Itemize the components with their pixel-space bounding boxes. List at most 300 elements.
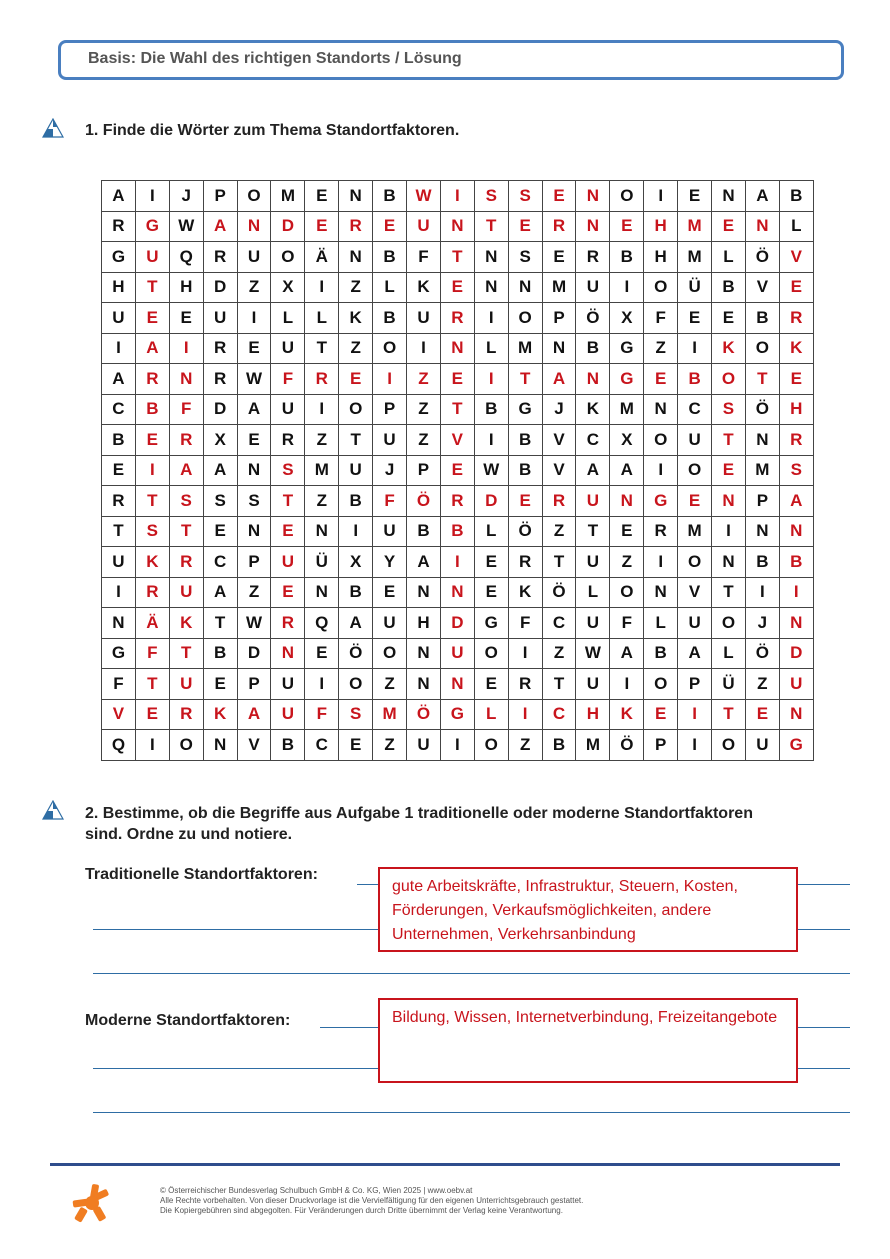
grid-cell: I	[712, 516, 746, 547]
grid-cell: N	[339, 242, 373, 273]
grid-cell: N	[440, 333, 474, 364]
grid-cell: O	[271, 242, 305, 273]
grid-cell: T	[135, 486, 169, 517]
grid-cell: B	[644, 638, 678, 669]
grid-cell: K	[508, 577, 542, 608]
grid-cell: W	[237, 364, 271, 395]
modern-label: Moderne Standortfaktoren:	[85, 1012, 291, 1029]
grid-cell: Z	[373, 669, 407, 700]
grid-cell: R	[102, 211, 136, 242]
grid-cell: Ö	[745, 394, 779, 425]
grid-cell: U	[102, 547, 136, 578]
grid-cell: N	[237, 455, 271, 486]
grid-cell: T	[440, 242, 474, 273]
grid-cell: G	[102, 638, 136, 669]
grid-cell: I	[373, 364, 407, 395]
grid-cell: A	[135, 333, 169, 364]
task2-title-line1: 2. Bestimme, ob die Begriffe aus Aufgabe 1 traditionelle oder moderne Standortfaktoren	[85, 805, 753, 822]
grid-cell: E	[779, 364, 813, 395]
grid-cell: Z	[407, 394, 441, 425]
grid-cell: X	[610, 425, 644, 456]
grid-cell: S	[474, 181, 508, 212]
grid-cell: F	[305, 699, 339, 730]
grid-cell: E	[169, 303, 203, 334]
grid-cell: K	[339, 303, 373, 334]
grid-cell: O	[712, 608, 746, 639]
grid-cell: R	[508, 669, 542, 700]
grid-cell: Y	[373, 547, 407, 578]
grid-cell: T	[135, 669, 169, 700]
grid-cell: I	[610, 272, 644, 303]
grid-cell: T	[542, 547, 576, 578]
grid-cell: E	[474, 577, 508, 608]
grid-cell: N	[339, 181, 373, 212]
grid-cell: A	[203, 211, 237, 242]
grid-cell: E	[102, 455, 136, 486]
grid-cell: E	[542, 181, 576, 212]
page-title: Basis: Die Wahl des richtigen Standorts / Lösung	[58, 40, 844, 80]
grid-cell: A	[678, 638, 712, 669]
grid-cell: J	[169, 181, 203, 212]
grid-cell: N	[576, 211, 610, 242]
grid-cell: O	[610, 577, 644, 608]
grid-cell: K	[169, 608, 203, 639]
grid-cell: U	[745, 730, 779, 761]
grid-cell: A	[407, 547, 441, 578]
grid-cell: S	[779, 455, 813, 486]
grid-cell: N	[779, 699, 813, 730]
writing-line	[93, 973, 850, 974]
grid-cell: U	[339, 455, 373, 486]
grid-cell: T	[712, 425, 746, 456]
grid-cell: N	[203, 730, 237, 761]
grid-cell: F	[169, 394, 203, 425]
grid-cell: U	[440, 638, 474, 669]
grid-cell: E	[745, 699, 779, 730]
grid-cell: I	[644, 547, 678, 578]
grid-cell: L	[305, 303, 339, 334]
grid-cell: V	[542, 455, 576, 486]
grid-cell: I	[305, 394, 339, 425]
grid-cell: N	[712, 181, 746, 212]
grid-cell: U	[271, 333, 305, 364]
grid-cell: T	[474, 211, 508, 242]
grid-row	[102, 638, 814, 669]
grid-cell: S	[508, 242, 542, 273]
grid-cell: I	[135, 730, 169, 761]
grid-cell: T	[169, 516, 203, 547]
grid-cell: E	[440, 455, 474, 486]
grid-cell: B	[407, 516, 441, 547]
grid-cell: J	[373, 455, 407, 486]
grid-cell: N	[745, 516, 779, 547]
grid-cell: V	[745, 272, 779, 303]
grid-cell: B	[373, 181, 407, 212]
footer-divider	[50, 1163, 840, 1166]
grid-cell: R	[169, 547, 203, 578]
grid-cell: N	[745, 211, 779, 242]
grid-row	[102, 608, 814, 639]
grid-cell: N	[305, 516, 339, 547]
grid-cell: L	[474, 699, 508, 730]
grid-cell: V	[102, 699, 136, 730]
grid-cell: L	[474, 516, 508, 547]
grid-cell: Z	[542, 516, 576, 547]
grid-cell: F	[102, 669, 136, 700]
grid-cell: R	[508, 547, 542, 578]
grid-cell: P	[373, 394, 407, 425]
grid-cell: I	[440, 547, 474, 578]
grid-cell: G	[440, 699, 474, 730]
grid-cell: E	[271, 516, 305, 547]
task1-title: 1. Finde die Wörter zum Thema Standortfaktoren.	[85, 122, 460, 139]
grid-cell: D	[271, 211, 305, 242]
grid-cell: H	[576, 699, 610, 730]
grid-cell: E	[712, 303, 746, 334]
grid-cell: E	[305, 638, 339, 669]
grid-cell: P	[678, 669, 712, 700]
grid-cell: B	[779, 181, 813, 212]
grid-cell: I	[508, 699, 542, 730]
grid-cell: B	[135, 394, 169, 425]
grid-cell: D	[474, 486, 508, 517]
publisher-logo-icon	[72, 1183, 112, 1223]
grid-cell: Ä	[305, 242, 339, 273]
grid-cell: S	[169, 486, 203, 517]
grid-cell: L	[779, 211, 813, 242]
grid-cell: Z	[339, 333, 373, 364]
grid-cell: E	[373, 211, 407, 242]
grid-cell: N	[407, 577, 441, 608]
grid-cell: G	[135, 211, 169, 242]
grid-cell: Z	[237, 272, 271, 303]
grid-cell: L	[474, 333, 508, 364]
grid-cell: U	[135, 242, 169, 273]
grid-cell: U	[373, 425, 407, 456]
grid-cell: N	[576, 181, 610, 212]
grid-cell: O	[339, 669, 373, 700]
grid-cell: R	[203, 333, 237, 364]
grid-cell: Z	[745, 669, 779, 700]
grid-cell: I	[678, 333, 712, 364]
grid-cell: H	[102, 272, 136, 303]
grid-cell: M	[542, 272, 576, 303]
footer-line-3: Die Kopiergebühren sind abgegolten. Für Veränderungen durch Dritte übernimmt der Verlag keine Verantwortung.	[160, 1206, 563, 1215]
grid-cell: Ö	[407, 486, 441, 517]
grid-cell: Ä	[135, 608, 169, 639]
grid-cell: B	[474, 394, 508, 425]
grid-cell: S	[712, 394, 746, 425]
grid-cell: Z	[305, 425, 339, 456]
grid-cell: R	[576, 242, 610, 273]
grid-cell: U	[237, 242, 271, 273]
grid-cell: O	[237, 181, 271, 212]
grid-cell: I	[678, 699, 712, 730]
grid-cell: N	[440, 577, 474, 608]
grid-cell: O	[373, 638, 407, 669]
grid-cell: B	[576, 333, 610, 364]
word-search-grid	[101, 180, 814, 761]
grid-row	[102, 333, 814, 364]
grid-cell: N	[644, 577, 678, 608]
grid-cell: D	[203, 272, 237, 303]
grid-cell: Ö	[542, 577, 576, 608]
grid-cell: E	[474, 669, 508, 700]
grid-cell: B	[373, 242, 407, 273]
grid-row	[102, 516, 814, 547]
grid-cell: U	[576, 608, 610, 639]
grid-cell: M	[508, 333, 542, 364]
grid-cell: F	[373, 486, 407, 517]
grid-cell: I	[102, 333, 136, 364]
grid-cell: A	[779, 486, 813, 517]
grid-cell: I	[644, 455, 678, 486]
grid-cell: T	[745, 364, 779, 395]
footer-line-1: © Österreichischer Bundesverlag Schulbuch GmbH & Co. KG, Wien 2025 | www.oebv.at	[160, 1186, 473, 1195]
grid-cell: A	[237, 394, 271, 425]
grid-cell: C	[305, 730, 339, 761]
grid-cell: I	[237, 303, 271, 334]
grid-cell: O	[712, 730, 746, 761]
grid-cell: G	[779, 730, 813, 761]
grid-cell: T	[305, 333, 339, 364]
grid-cell: K	[610, 699, 644, 730]
grid-cell: W	[474, 455, 508, 486]
grid-cell: G	[474, 608, 508, 639]
grid-cell: P	[745, 486, 779, 517]
grid-cell: M	[373, 699, 407, 730]
grid-cell: O	[610, 181, 644, 212]
grid-row	[102, 547, 814, 578]
grid-cell: Ü	[678, 272, 712, 303]
grid-cell: B	[712, 272, 746, 303]
grid-cell: T	[576, 516, 610, 547]
grid-cell: R	[542, 211, 576, 242]
grid-cell: R	[203, 242, 237, 273]
grid-cell: E	[237, 425, 271, 456]
grid-cell: E	[339, 364, 373, 395]
grid-cell: B	[678, 364, 712, 395]
writing-line	[93, 1112, 850, 1113]
level-triangle-icon	[42, 800, 64, 820]
grid-row	[102, 669, 814, 700]
grid-cell: Z	[373, 730, 407, 761]
grid-cell: C	[542, 608, 576, 639]
grid-cell: E	[474, 547, 508, 578]
grid-cell: N	[305, 577, 339, 608]
grid-cell: K	[407, 272, 441, 303]
grid-cell: I	[610, 669, 644, 700]
grid-row	[102, 181, 814, 212]
grid-cell: Q	[102, 730, 136, 761]
grid-cell: M	[610, 394, 644, 425]
grid-cell: R	[169, 425, 203, 456]
grid-cell: E	[203, 669, 237, 700]
grid-cell: E	[644, 699, 678, 730]
grid-cell: S	[339, 699, 373, 730]
grid-cell: A	[203, 577, 237, 608]
grid-cell: E	[203, 516, 237, 547]
grid-cell: N	[169, 364, 203, 395]
grid-cell: I	[474, 364, 508, 395]
grid-cell: N	[745, 425, 779, 456]
grid-cell: I	[305, 669, 339, 700]
grid-cell: I	[407, 333, 441, 364]
grid-cell: N	[542, 333, 576, 364]
grid-cell: Z	[339, 272, 373, 303]
grid-cell: O	[712, 364, 746, 395]
grid-cell: E	[644, 364, 678, 395]
grid-cell: W	[237, 608, 271, 639]
grid-cell: I	[644, 181, 678, 212]
grid-cell: E	[678, 181, 712, 212]
grid-cell: O	[678, 547, 712, 578]
grid-cell: B	[339, 486, 373, 517]
grid-cell: W	[407, 181, 441, 212]
grid-cell: U	[678, 425, 712, 456]
grid-cell: I	[169, 333, 203, 364]
grid-cell: N	[644, 394, 678, 425]
grid-cell: M	[678, 242, 712, 273]
grid-cell: B	[271, 730, 305, 761]
grid-cell: N	[407, 669, 441, 700]
grid-row	[102, 211, 814, 242]
grid-cell: E	[135, 699, 169, 730]
level-triangle-icon	[42, 118, 64, 138]
grid-cell: F	[407, 242, 441, 273]
grid-cell: E	[678, 486, 712, 517]
grid-cell: N	[102, 608, 136, 639]
grid-cell: Ö	[576, 303, 610, 334]
grid-cell: H	[407, 608, 441, 639]
grid-row	[102, 455, 814, 486]
grid-cell: L	[712, 242, 746, 273]
grid-cell: U	[407, 303, 441, 334]
grid-cell: U	[203, 303, 237, 334]
grid-cell: R	[779, 425, 813, 456]
grid-cell: R	[271, 425, 305, 456]
grid-cell: B	[542, 730, 576, 761]
grid-cell: R	[644, 516, 678, 547]
grid-cell: D	[440, 608, 474, 639]
grid-cell: B	[610, 242, 644, 273]
grid-cell: B	[373, 303, 407, 334]
grid-cell: I	[779, 577, 813, 608]
grid-cell: T	[169, 638, 203, 669]
grid-cell: U	[678, 608, 712, 639]
grid-cell: B	[508, 455, 542, 486]
grid-cell: E	[610, 211, 644, 242]
grid-cell: P	[644, 730, 678, 761]
grid-cell: I	[135, 455, 169, 486]
grid-cell: I	[135, 181, 169, 212]
grid-cell: K	[135, 547, 169, 578]
grid-cell: U	[576, 547, 610, 578]
grid-cell: A	[610, 638, 644, 669]
grid-cell: R	[779, 303, 813, 334]
grid-cell: X	[203, 425, 237, 456]
grid-cell: U	[779, 669, 813, 700]
grid-cell: O	[339, 394, 373, 425]
grid-cell: U	[576, 272, 610, 303]
grid-cell: A	[203, 455, 237, 486]
grid-cell: F	[610, 608, 644, 639]
grid-cell: N	[440, 211, 474, 242]
grid-cell: E	[508, 486, 542, 517]
grid-cell: L	[271, 303, 305, 334]
grid-cell: N	[576, 364, 610, 395]
grid-cell: D	[203, 394, 237, 425]
grid-cell: O	[373, 333, 407, 364]
grid-cell: L	[576, 577, 610, 608]
grid-cell: A	[169, 455, 203, 486]
grid-cell: U	[271, 394, 305, 425]
grid-cell: L	[644, 608, 678, 639]
grid-row	[102, 699, 814, 730]
grid-cell: N	[474, 242, 508, 273]
grid-cell: Q	[305, 608, 339, 639]
grid-cell: T	[271, 486, 305, 517]
grid-cell: R	[102, 486, 136, 517]
grid-cell: O	[678, 455, 712, 486]
grid-cell: C	[542, 699, 576, 730]
grid-cell: E	[305, 181, 339, 212]
grid-cell: N	[407, 638, 441, 669]
grid-cell: J	[745, 608, 779, 639]
grid-cell: N	[779, 608, 813, 639]
grid-cell: T	[203, 608, 237, 639]
grid-cell: G	[508, 394, 542, 425]
grid-cell: Z	[644, 333, 678, 364]
grid-cell: O	[644, 669, 678, 700]
modern-answer-box: Bildung, Wissen, Internetverbindung, Freizeitangebote	[378, 998, 798, 1083]
grid-cell: U	[271, 547, 305, 578]
grid-cell: I	[508, 638, 542, 669]
grid-cell: N	[474, 272, 508, 303]
grid-cell: Z	[305, 486, 339, 517]
grid-cell: N	[440, 669, 474, 700]
grid-cell: N	[271, 638, 305, 669]
grid-cell: K	[203, 699, 237, 730]
grid-cell: R	[542, 486, 576, 517]
grid-cell: P	[542, 303, 576, 334]
grid-cell: E	[135, 425, 169, 456]
grid-cell: Z	[610, 547, 644, 578]
grid-cell: Ü	[712, 669, 746, 700]
grid-cell: T	[542, 669, 576, 700]
grid-cell: E	[779, 272, 813, 303]
grid-cell: G	[644, 486, 678, 517]
grid-cell: F	[135, 638, 169, 669]
grid-cell: I	[339, 516, 373, 547]
grid-cell: I	[440, 181, 474, 212]
grid-cell: U	[407, 211, 441, 242]
grid-cell: G	[610, 364, 644, 395]
grid-cell: S	[203, 486, 237, 517]
grid-cell: M	[678, 211, 712, 242]
grid-cell: J	[542, 394, 576, 425]
grid-cell: E	[305, 211, 339, 242]
grid-cell: R	[440, 486, 474, 517]
grid-cell: K	[712, 333, 746, 364]
grid-cell: I	[745, 577, 779, 608]
grid-cell: F	[271, 364, 305, 395]
grid-cell: N	[237, 211, 271, 242]
grid-row	[102, 730, 814, 761]
grid-cell: W	[576, 638, 610, 669]
grid-cell: R	[169, 699, 203, 730]
grid-cell: L	[712, 638, 746, 669]
